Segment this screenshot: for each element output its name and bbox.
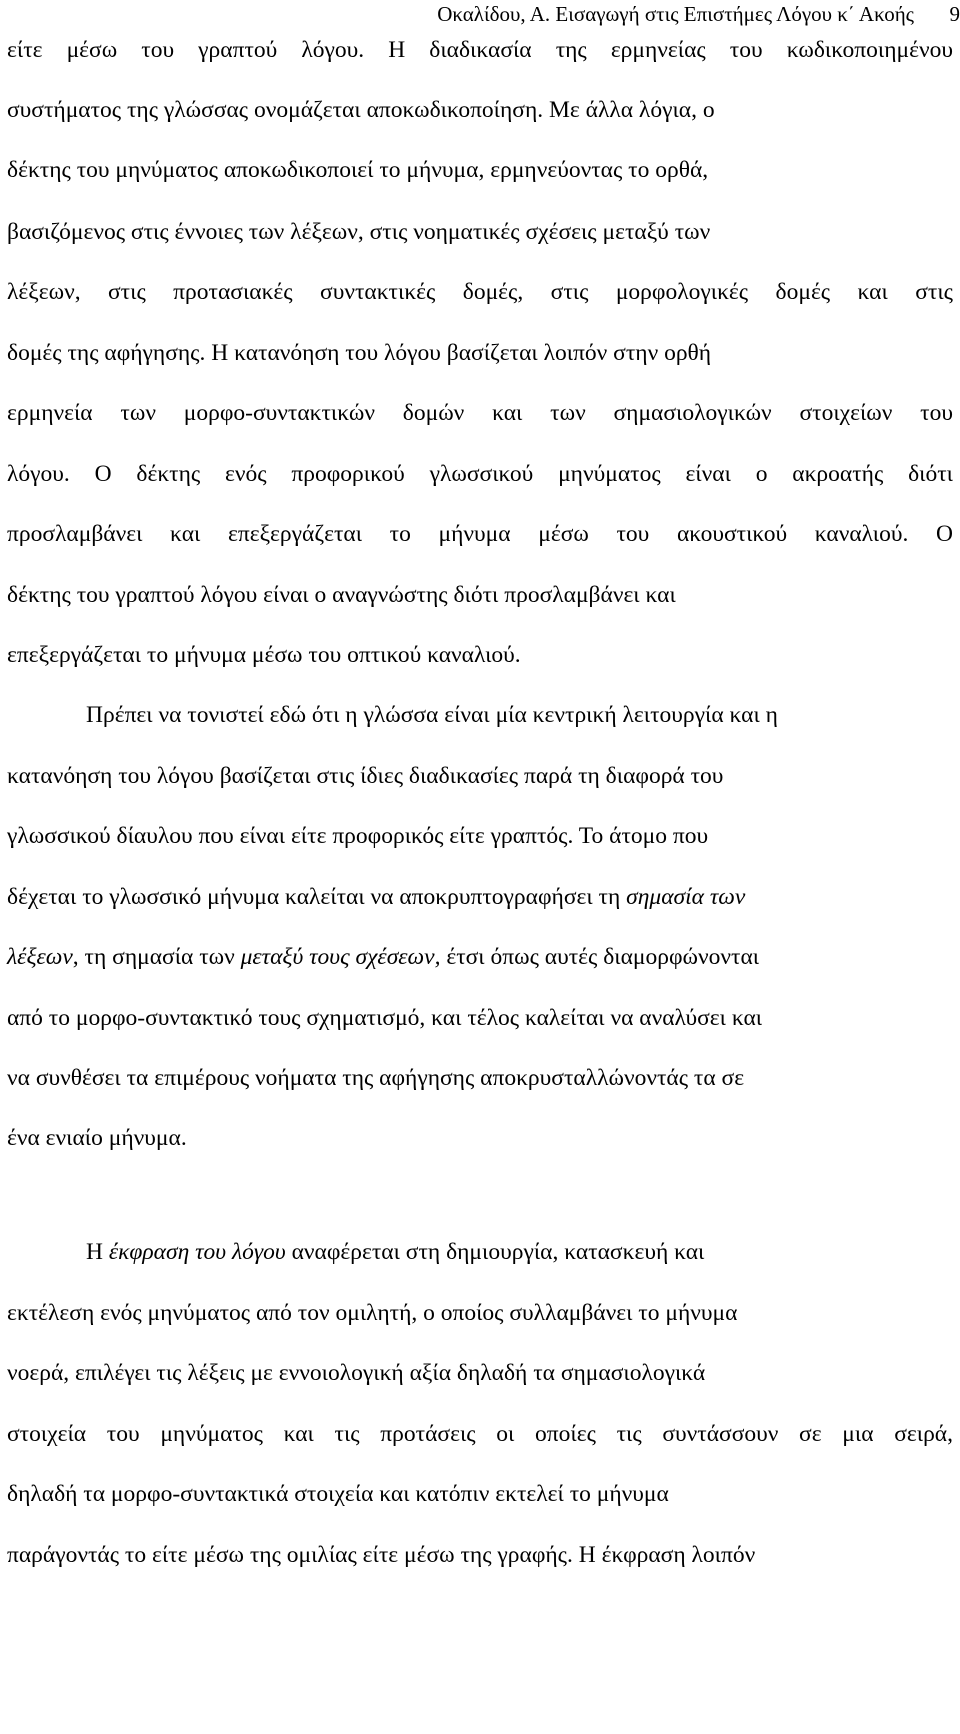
running-header: [0, 2, 960, 28]
text-line: λέξεων, στις προτασιακές συντακτικές δομές, στις μορφολογικές δομές και στις: [7, 279, 953, 305]
emphasis-text: μεταξύ τους σχέσεων,: [240, 944, 441, 970]
text-line: είτε μέσω του γραπτού λόγου. Η διαδικασία της ερμηνείας του κωδικοποιημένου: [7, 37, 953, 63]
page-number: 9: [949, 2, 960, 26]
text-line: από το μορφο-συντακτικό τους σχηματισμό, και τέλος καλείται να αναλύσει και: [7, 1005, 763, 1031]
text-line: νοερά, επιλέγει τις λέξεις με εννοιολογική αξία δηλαδή τα σημασιολογικά: [7, 1360, 706, 1386]
text-line: Πρέπει να τονιστεί εδώ ότι η γλώσσα είναι μία κεντρική λειτουργία και η: [86, 702, 778, 728]
header-title: Οκαλίδου, Α. Εισαγωγή στις Επιστήμες Λόγου κ΄ Ακοής: [437, 2, 914, 26]
text-line: λόγου. Ο δέκτης ενός προφορικού γλωσσικού μηνύματος είναι ο ακροατής διότι: [7, 461, 953, 487]
text-line: ερμηνεία των μορφο-συντακτικών δομών και των σημασιολογικών στοιχείων του: [7, 400, 953, 426]
text-line: συστήματος της γλώσσας ονομάζεται αποκωδικοποίηση. Με άλλα λόγια, ο: [7, 97, 715, 123]
text-run: Η: [86, 1239, 109, 1265]
text-line: [7, 943, 759, 971]
text-run: αναφέρεται στη δημιουργία, κατασκευή και: [285, 1239, 705, 1265]
text-line: δέκτης του μηνύματος αποκωδικοποιεί το μήνυμα, ερμηνεύοντας το ορθά,: [7, 157, 709, 183]
text-run: , τη σημασία των: [72, 944, 241, 970]
emphasis-text: έκφραση του λόγου: [108, 1239, 286, 1265]
text-line: δέκτης του γραπτού λόγου είναι ο αναγνώστης διότι προσλαμβάνει και: [7, 582, 676, 608]
text-line: κατανόηση του λόγου βασίζεται στις ίδιες διαδικασίες παρά τη διαφορά του: [7, 763, 724, 789]
text-line: δηλαδή τα μορφο-συντακτικά στοιχεία και κατόπιν εκτελεί το μήνυμα: [7, 1481, 669, 1507]
text-run: έτσι όπως αυτές διαμορφώνονται: [440, 944, 760, 970]
text-run: δέχεται το γλωσσικό μήνυμα καλείται να αποκρυπτογραφήσει τη: [7, 884, 627, 910]
text-line: εκτέλεση ενός μηνύματος από τον ομιλητή, ο οποίος συλλαμβάνει το μήνυμα: [7, 1300, 738, 1326]
text-line: επεξεργάζεται το μήνυμα μέσω του οπτικού καναλιού.: [7, 642, 521, 668]
text-line: γλωσσικού δίαυλου που είναι είτε προφορικός είτε γραπτός. Το άτομο που: [7, 823, 709, 849]
text-line: [7, 883, 745, 911]
emphasis-text: σημασία των: [626, 884, 746, 910]
emphasis-text: λέξεων: [7, 944, 73, 970]
text-line: να συνθέσει τα επιμέρους νοήματα της αφήγησης αποκρυσταλλώνοντάς τα σε: [7, 1065, 745, 1091]
text-line: [86, 1238, 704, 1266]
text-line: ένα ενιαίο μήνυμα.: [7, 1125, 187, 1151]
text-line: βασιζόμενος στις έννοιες των λέξεων, στις νοηματικές σχέσεις μεταξύ των: [7, 219, 711, 245]
text-line: προσλαμβάνει και επεξεργάζεται το μήνυμα μέσω του ακουστικού καναλιού. Ο: [7, 521, 953, 547]
text-line: δομές της αφήγησης. Η κατανόηση του λόγου βασίζεται λοιπόν στην ορθή: [7, 340, 712, 366]
text-line: παράγοντάς το είτε μέσω της ομιλίας είτε μέσω της γραφής. Η έκφραση λοιπόν: [7, 1542, 756, 1568]
text-line: στοιχεία του μηνύματος και τις προτάσεις οι οποίες τις συντάσσουν σε μια σειρά,: [7, 1421, 953, 1447]
